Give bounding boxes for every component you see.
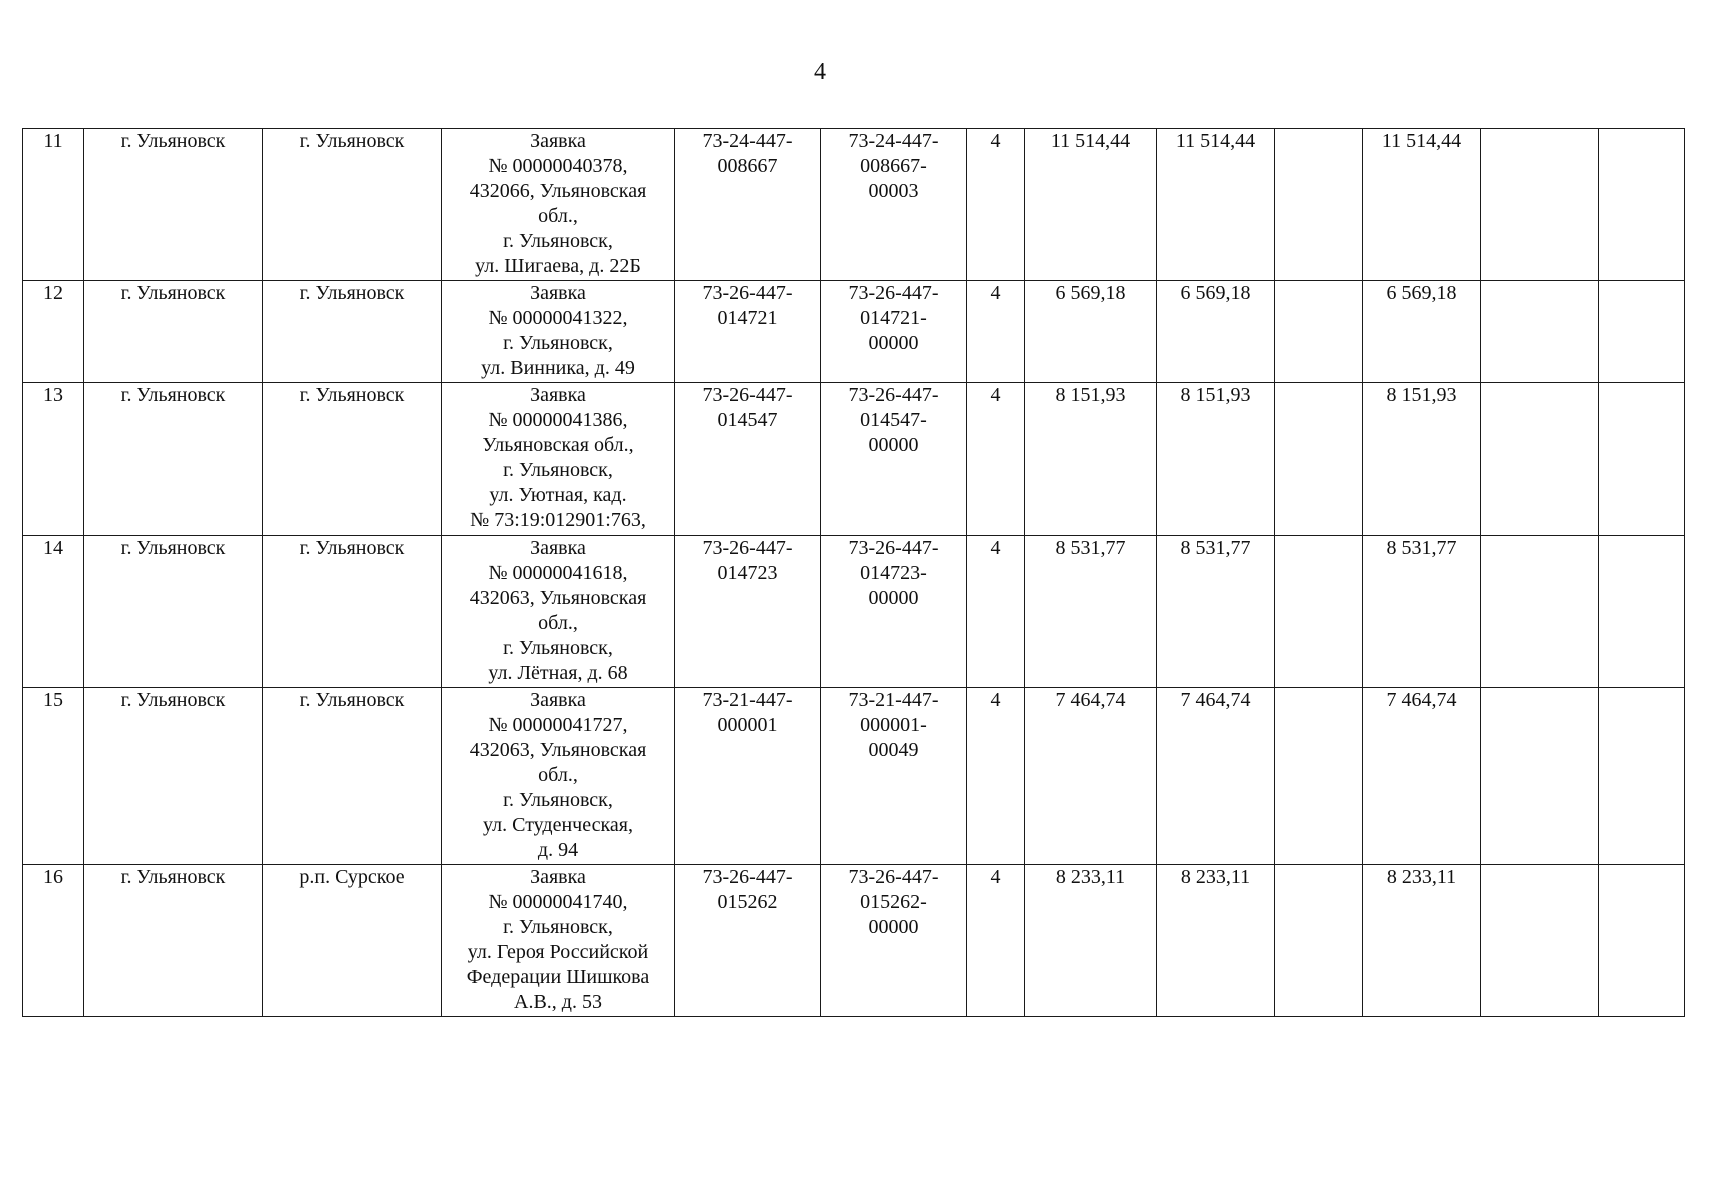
qty-cell <box>967 281 1025 383</box>
amount-2: 7 464,74 <box>1180 689 1251 711</box>
city: г. Ульяновск <box>120 689 226 711</box>
empty-cell-1 <box>1275 865 1363 1017</box>
row-number-cell <box>23 536 84 688</box>
amount1-cell <box>1025 536 1157 688</box>
code-primary: 73-26-447- 014723 <box>702 537 793 584</box>
empty-cell-1 <box>1275 688 1363 865</box>
locality: г. Ульяновск <box>299 537 405 559</box>
amount-1: 8 531,77 <box>1055 537 1126 559</box>
locality-cell <box>263 688 442 865</box>
amount1-cell <box>1025 865 1157 1017</box>
amount3-cell <box>1363 688 1481 865</box>
code-secondary: 73-26-447- 014721- 00000 <box>848 282 939 354</box>
row-number: 16 <box>43 866 63 888</box>
code2-cell <box>821 129 967 281</box>
code1-cell <box>675 865 821 1017</box>
code2-cell <box>821 383 967 536</box>
qty-cell <box>967 865 1025 1017</box>
code2-cell <box>821 281 967 383</box>
empty-cell-1 <box>1275 536 1363 688</box>
amount2-cell <box>1157 865 1275 1017</box>
request-cell <box>442 383 675 536</box>
code2-cell <box>821 865 967 1017</box>
code-primary: 73-26-447- 014547 <box>702 384 793 431</box>
amount2-cell <box>1157 129 1275 281</box>
row-number-cell <box>23 129 84 281</box>
empty-cell-2 <box>1481 383 1599 536</box>
code-primary: 73-21-447- 000001 <box>702 689 793 736</box>
city: г. Ульяновск <box>120 130 226 152</box>
locality-cell <box>263 281 442 383</box>
table-row <box>23 281 1685 383</box>
city-cell <box>84 129 263 281</box>
quantity: 4 <box>990 689 1001 711</box>
empty-cell-3 <box>1599 129 1685 281</box>
request-cell <box>442 536 675 688</box>
empty-cell-2 <box>1481 688 1599 865</box>
quantity: 4 <box>990 537 1001 559</box>
amount-1: 8 233,11 <box>1055 866 1126 888</box>
table-body <box>23 129 1685 1017</box>
city-cell <box>84 688 263 865</box>
quantity: 4 <box>990 282 1001 304</box>
qty-cell <box>967 129 1025 281</box>
amount-1: 6 569,18 <box>1055 282 1126 304</box>
empty-cell-3 <box>1599 281 1685 383</box>
empty-cell-1 <box>1275 383 1363 536</box>
empty-cell-1 <box>1275 281 1363 383</box>
locality-cell <box>263 865 442 1017</box>
locality: г. Ульяновск <box>299 282 405 304</box>
code2-cell <box>821 536 967 688</box>
code-primary: 73-26-447- 014721 <box>702 282 793 329</box>
amount3-cell <box>1363 383 1481 536</box>
code1-cell <box>675 383 821 536</box>
city: г. Ульяновск <box>120 537 226 559</box>
empty-cell-2 <box>1481 865 1599 1017</box>
empty-cell-2 <box>1481 281 1599 383</box>
locality: г. Ульяновск <box>299 689 405 711</box>
code-secondary: 73-24-447- 008667- 00003 <box>848 130 939 202</box>
city: г. Ульяновск <box>120 282 226 304</box>
empty-cell-2 <box>1481 129 1599 281</box>
amount1-cell <box>1025 383 1157 536</box>
request-address: Заявка № 00000041727, 432063, Ульяновская обл., г. Ульяновск, ул. Студенческая, д. 94 <box>469 689 647 861</box>
row-number: 12 <box>43 282 63 304</box>
table-row <box>23 383 1685 536</box>
empty-cell-3 <box>1599 688 1685 865</box>
city-cell <box>84 281 263 383</box>
amount1-cell <box>1025 281 1157 383</box>
amount-2: 6 569,18 <box>1180 282 1251 304</box>
amount3-cell <box>1363 129 1481 281</box>
amount-2: 8 531,77 <box>1180 537 1251 559</box>
code2-cell <box>821 688 967 865</box>
amount1-cell <box>1025 688 1157 865</box>
row-number: 13 <box>43 384 63 406</box>
amount2-cell <box>1157 281 1275 383</box>
code-primary: 73-24-447- 008667 <box>702 130 793 177</box>
city: г. Ульяновск <box>120 384 226 406</box>
row-number: 11 <box>43 130 63 152</box>
request-cell <box>442 129 675 281</box>
locality-cell <box>263 383 442 536</box>
empty-cell-3 <box>1599 536 1685 688</box>
amount3-cell <box>1363 536 1481 688</box>
code-primary: 73-26-447- 015262 <box>702 866 793 913</box>
table-row <box>23 865 1685 1017</box>
amount-3: 8 531,77 <box>1386 537 1457 559</box>
city-cell <box>84 865 263 1017</box>
code-secondary: 73-26-447- 014547- 00000 <box>848 384 939 456</box>
amount3-cell <box>1363 281 1481 383</box>
empty-cell-3 <box>1599 383 1685 536</box>
amount2-cell <box>1157 383 1275 536</box>
empty-cell-2 <box>1481 536 1599 688</box>
table-row <box>23 688 1685 865</box>
amount-2: 8 233,11 <box>1180 866 1251 888</box>
empty-cell-3 <box>1599 865 1685 1017</box>
row-number-cell <box>23 383 84 536</box>
amount2-cell <box>1157 536 1275 688</box>
locality: р.п. Сурское <box>299 866 405 888</box>
document-table <box>22 128 1685 1017</box>
quantity: 4 <box>990 130 1001 152</box>
code-secondary: 73-21-447- 000001- 00049 <box>848 689 939 761</box>
table-row <box>23 536 1685 688</box>
table-row <box>23 129 1685 281</box>
code1-cell <box>675 688 821 865</box>
code-secondary: 73-26-447- 015262- 00000 <box>848 866 939 938</box>
request-cell <box>442 865 675 1017</box>
amount-2: 11 514,44 <box>1175 130 1256 152</box>
amount-3: 11 514,44 <box>1381 130 1462 152</box>
amount3-cell <box>1363 865 1481 1017</box>
qty-cell <box>967 688 1025 865</box>
amount1-cell <box>1025 129 1157 281</box>
city-cell <box>84 383 263 536</box>
qty-cell <box>967 383 1025 536</box>
code1-cell <box>675 129 821 281</box>
code1-cell <box>675 281 821 383</box>
quantity: 4 <box>990 866 1001 888</box>
amount-3: 6 569,18 <box>1386 282 1457 304</box>
request-cell <box>442 688 675 865</box>
empty-cell-1 <box>1275 129 1363 281</box>
request-address: Заявка № 00000041618, 432063, Ульяновская обл., г. Ульяновск, ул. Лётная, д. 68 <box>469 537 647 684</box>
request-address: Заявка № 00000041386, Ульяновская обл., г. Ульяновск, ул. Уютная, кад. № 73:19:012901:763, <box>470 384 646 531</box>
request-address: Заявка № 00000041740, г. Ульяновск, ул. Героя Российской Федерации Шишкова А.В., д. 53 <box>466 866 650 1013</box>
amount-1: 8 151,93 <box>1055 384 1126 406</box>
amount-1: 11 514,44 <box>1050 130 1131 152</box>
amount-2: 8 151,93 <box>1180 384 1251 406</box>
city: г. Ульяновск <box>120 866 226 888</box>
amount-3: 8 233,11 <box>1386 866 1457 888</box>
qty-cell <box>967 536 1025 688</box>
amount-3: 8 151,93 <box>1386 384 1457 406</box>
amount-3: 7 464,74 <box>1386 689 1457 711</box>
row-number: 15 <box>43 689 63 711</box>
row-number-cell <box>23 865 84 1017</box>
quantity: 4 <box>990 384 1001 406</box>
row-number-cell <box>23 281 84 383</box>
amount-1: 7 464,74 <box>1055 689 1126 711</box>
amount2-cell <box>1157 688 1275 865</box>
page-number: 4 <box>814 59 826 85</box>
locality-cell <box>263 536 442 688</box>
row-number: 14 <box>43 537 63 559</box>
code-secondary: 73-26-447- 014723- 00000 <box>848 537 939 609</box>
request-address: Заявка № 00000041322, г. Ульяновск, ул. Винника, д. 49 <box>481 282 635 379</box>
request-address: Заявка № 00000040378, 432066, Ульяновская обл., г. Ульяновск, ул. Шигаева, д. 22Б <box>469 130 647 277</box>
row-number-cell <box>23 688 84 865</box>
code1-cell <box>675 536 821 688</box>
city-cell <box>84 536 263 688</box>
locality-cell <box>263 129 442 281</box>
request-cell <box>442 281 675 383</box>
locality: г. Ульяновск <box>299 384 405 406</box>
locality: г. Ульяновск <box>299 130 405 152</box>
